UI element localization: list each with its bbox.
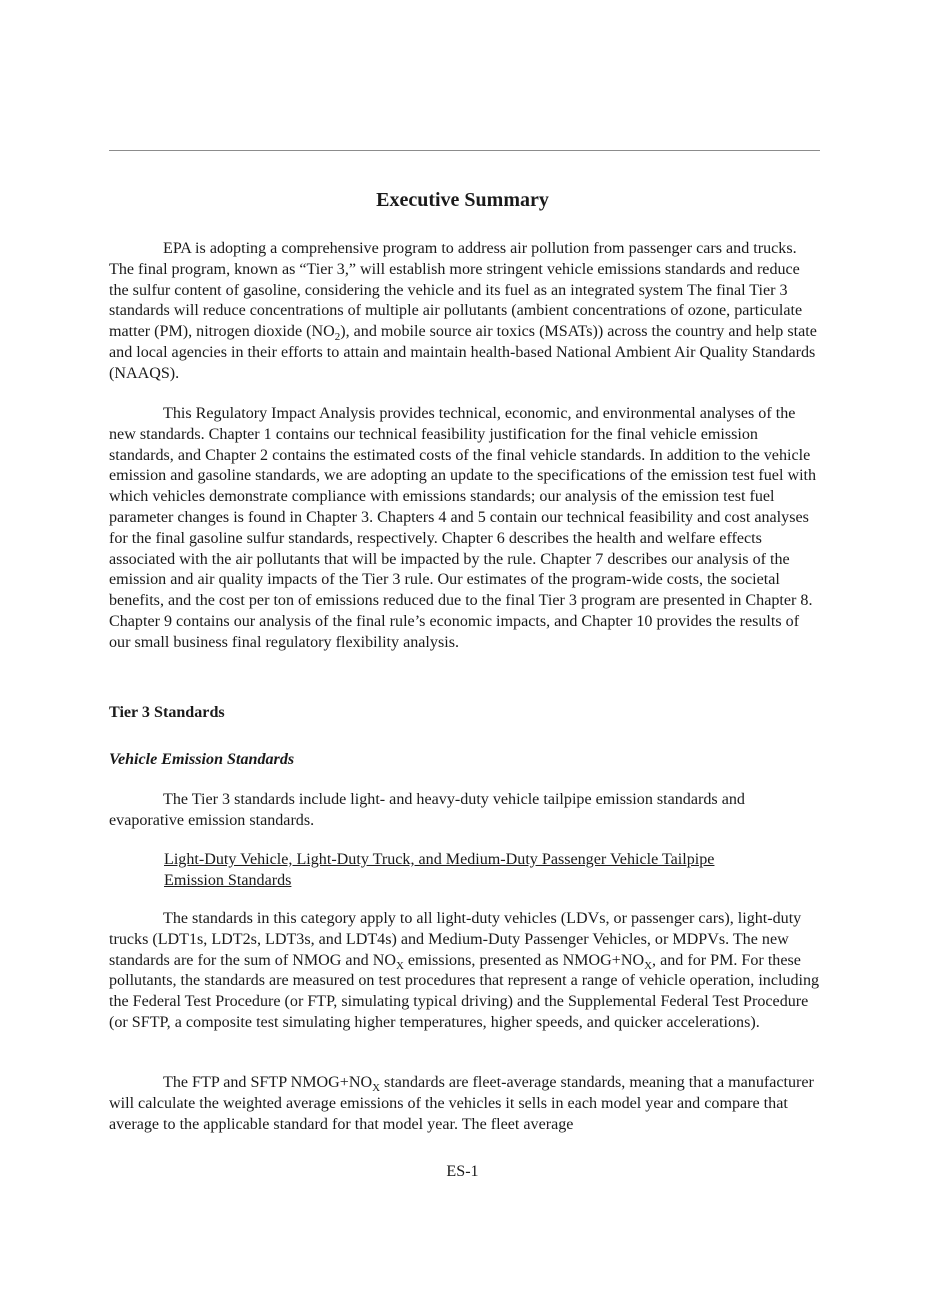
tier3-p5-b: standards are fleet-average standards, meaning that a manufacturer will calculate the weighted average emissions of the vehicles it sells in each model year and compare that average to the applicable standard for that model year. The fleet average	[109, 1074, 814, 1133]
intro-p1-subscript: 2	[334, 331, 341, 344]
section-heading-vehicle-emission: Vehicle Emission Standards	[109, 751, 295, 768]
tier3-p4-c: , and for PM. For these pollutants, the standards are measured on test procedures that represent a range of vehicle operation, including the Federal Test Procedure (or FTP, simulating typical driving) and the Supplemental Federal Test Procedure (or SFTP, a composite test simulating higher temperatures, higher speeds, and quicker accelerations).	[109, 951, 820, 1031]
tier3-p4-a: The standards in this category apply to all light-duty vehicles (LDVs, or passenger cars), light-duty trucks (LDT1s, LDT2s, LDT3s, and LDT4s) and Medium-Duty Passenger Vehicles, or MDPVs. The new standards are for the sum of NMOG and NO	[109, 910, 802, 969]
intro-p1-end: ), and mobile source air toxics (MSATs)) across the country and help state and local agencies in their efforts to attain and maintain health-based National Ambient Air Quality Standards (NAAQS).	[109, 323, 817, 382]
intro-paragraph-2	[109, 404, 820, 654]
subheading-line-1: Light-Duty Vehicle, Light-Duty Truck, and Medium-Duty Passenger Vehicle Tailpipe	[164, 851, 715, 868]
subheading-line-2: Emission Standards	[164, 871, 292, 889]
page-number: ES-1	[446, 1163, 479, 1180]
subheading-light-duty	[164, 850, 814, 892]
tier3-p4-subscript-1: X	[395, 959, 404, 972]
tier3-p5-a: The FTP and SFTP NMOG+NO	[163, 1074, 373, 1091]
intro-p1-text: EPA is adopting a comprehensive program to address air pollution from passenger cars and trucks. The final program, known as “Tier 3,” will establish more stringent vehicle emissions standards and reduce the sulfur content of gasoline, considering the vehicle and its fuel as an integrated system The final Tier 3 standards will reduce concentrations of multiple air pollutants (ambient concentrations of ozone, particulate matter (PM), nitrogen dioxide (NO	[109, 240, 803, 341]
tier3-p4-subscript-2: X	[644, 959, 653, 972]
intro-p2-text: This Regulatory Impact Analysis provides technical, economic, and environmental analyses of the new standards. Chapter 1 contains our technical feasibility justification for the final vehicle emission standards, and Chapter 2 contains the estimated costs of the final vehicle standards. In addition to the vehicle emission and gasoline standards, we are adopting an update to the specifications of the emission test fuel with which vehicles demonstrate compliance with emissions standards; our analysis of the emission test fuel parameter changes is found in Chapter 3. Chapters 4 and 5 contain our technical feasibility and cost analyses for the final gasoline sulfur standards, respectively. Chapter 6 describes the health and welfare effects associated with the air pollutants that will be impacted by the rule. Chapter 7 describes our analysis of the emission and air quality impacts of the Tier 3 rule. Our estimates of the program-wide costs, the societal benefits, and the cost per ton of emissions reduced due to the final Tier 3 program are presented in Chapter 8. Chapter 9 contains our analysis of the final rule’s economic impacts, and Chapter 10 provides the results of our small business final regulatory flexibility analysis.	[109, 405, 817, 651]
tier3-p3-text: The Tier 3 standards include light- and heavy-duty vehicle tailpipe emission standards and evaporative emission standards.	[109, 791, 745, 829]
tier3-p4-b: emissions, presented as NMOG+NO	[403, 951, 645, 969]
section-heading-tier3: Tier 3 Standards	[109, 704, 225, 721]
tier3-paragraph-3	[109, 1073, 820, 1135]
tier3-p5-subscript: X	[372, 1082, 381, 1095]
intro-paragraph-1	[109, 239, 820, 385]
page-title: Executive Summary	[376, 189, 549, 211]
tier3-paragraph-2	[109, 909, 820, 1034]
header-rule	[109, 150, 820, 151]
tier3-paragraph-1	[109, 790, 820, 832]
